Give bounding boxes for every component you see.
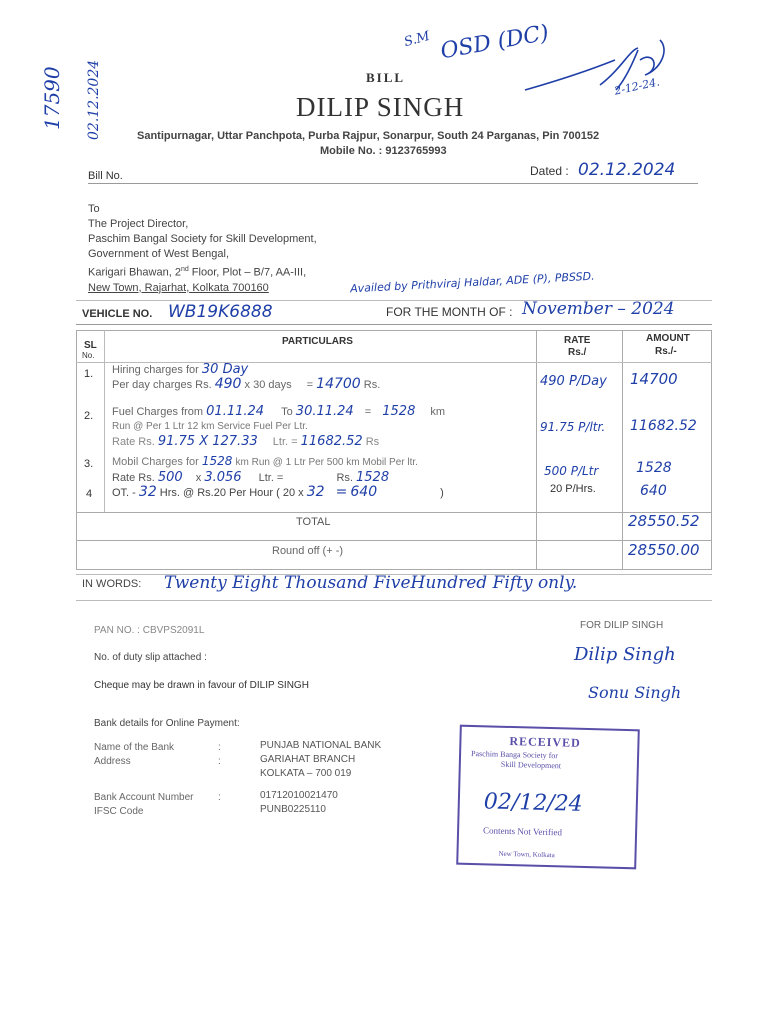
top-signature-text: OSD (DC) bbox=[438, 20, 551, 65]
availed-note: Availed by Prithviraj Haldar, ADE (P), PBSSD. bbox=[349, 269, 595, 296]
pan-line: PAN NO. : CBVPS2091L bbox=[94, 625, 205, 636]
bank-account-value: 01712010021470 bbox=[260, 790, 338, 801]
dated-value: 02.12.2024 bbox=[578, 160, 676, 180]
vehicle-label: VEHICLE NO. bbox=[82, 308, 153, 320]
stamp-bottom: Contents Not Verified bbox=[482, 825, 563, 838]
row1-line-b: Per day charges Rs. 490 x 30 days = 14700 Rs. bbox=[112, 376, 381, 392]
top-signature-date: 2-12-24. bbox=[613, 75, 661, 98]
stamp-line-2: Skill Development bbox=[500, 759, 562, 771]
total-top-rule bbox=[76, 512, 712, 513]
row2-rate: 91.75 P/ltr. bbox=[540, 420, 606, 434]
bank-colon-1: : bbox=[218, 742, 221, 753]
row1-line-a: Hiring charges for 30 Day bbox=[112, 362, 249, 377]
top-signature-scribble bbox=[520, 30, 720, 110]
bank-name-label: Name of the Bank bbox=[94, 742, 175, 753]
to-line-3: Government of West Bengal, bbox=[88, 248, 230, 260]
row4-rate: 20 P/Hrs. bbox=[550, 483, 596, 495]
row1-sl: 1. bbox=[84, 368, 94, 380]
stamp-footer: New Town, Kolkata bbox=[498, 849, 555, 860]
to-line-4: Karigari Bhawan, 2nd Floor, Plot – B/7, AA-III, bbox=[88, 266, 307, 279]
row4-sl: 4 bbox=[86, 488, 93, 500]
cheque-line: Cheque may be drawn in favour of DILIP SINGH bbox=[94, 680, 309, 691]
bank-heading: Bank details for Online Payment: bbox=[94, 718, 240, 729]
total-amount: 28550.52 bbox=[628, 512, 700, 530]
row2-line-a: Fuel Charges from 01.11.24 To 30.11.24 = 1528 km bbox=[112, 404, 446, 419]
margin-note-number: 17590 bbox=[40, 66, 64, 130]
row2-amount: 11682.52 bbox=[630, 418, 697, 434]
to-line-1: The Project Director, bbox=[88, 218, 189, 230]
to-line-0: To bbox=[88, 203, 100, 215]
row2-line-c: Rate Rs. 91.75 X 127.33 Ltr. = 11682.52 Rs bbox=[112, 434, 380, 449]
top-signature-initials: S.M bbox=[402, 28, 432, 51]
stamp-title: RECEIVED bbox=[509, 733, 581, 750]
mobile-number: 9123765993 bbox=[385, 145, 447, 157]
to-line-5: New Town, Rajarhat, Kolkata 700160 bbox=[88, 281, 269, 294]
month-value: November – 2024 bbox=[522, 299, 675, 319]
row2-sl: 2. bbox=[84, 410, 94, 422]
row1-rate: 490 P/Day bbox=[540, 374, 607, 389]
to-line-2: Paschim Bangal Society for Skill Development, bbox=[88, 233, 317, 245]
row3-amount: 1528 bbox=[636, 460, 672, 476]
stamp-date: 02/12/24 bbox=[483, 789, 583, 817]
month-label: FOR THE MONTH OF : bbox=[386, 305, 513, 319]
vehicle-number: WB19K6888 bbox=[168, 302, 273, 322]
in-words-value: Twenty Eight Thousand FiveHundred Fifty only. bbox=[164, 573, 578, 593]
header-amount-unit: Rs./- bbox=[655, 346, 677, 357]
bank-address-1: GARIAHAT BRANCH bbox=[260, 754, 356, 765]
bank-colon-2: : bbox=[218, 756, 221, 767]
dated-label: Dated : bbox=[530, 164, 569, 178]
total-bottom-rule bbox=[76, 540, 712, 541]
header-particulars: PARTICULARS bbox=[282, 336, 353, 347]
col-divider-rate bbox=[536, 330, 537, 570]
for-label: FOR DILIP SINGH bbox=[580, 620, 664, 631]
bank-ifsc-value: PUNB0225110 bbox=[260, 804, 326, 815]
bank-ifsc-label: IFSC Code bbox=[94, 806, 144, 817]
in-words-label: IN WORDS: bbox=[82, 578, 142, 590]
signature-sonu: Sonu Singh bbox=[588, 683, 682, 702]
company-address: Santipurnagar, Uttar Panchpota, Purba Rajpur, Sonarpur, South 24 Parganas, Pin 700152 bbox=[137, 130, 600, 142]
bill-no-label: Bill No. bbox=[88, 170, 123, 182]
row3-line-a: Mobil Charges for 1528 km Run @ 1 Ltr Per 500 km Mobil Per ltr. bbox=[112, 454, 418, 468]
mobile-line bbox=[320, 145, 447, 157]
in-words-bottom-rule bbox=[76, 600, 712, 601]
roundoff-amount: 28550.00 bbox=[628, 541, 700, 559]
received-stamp bbox=[456, 725, 640, 870]
row3-sl: 3. bbox=[84, 458, 94, 470]
duty-slip-line: No. of duty slip attached : bbox=[94, 652, 207, 663]
margin-note bbox=[40, 40, 80, 130]
bank-name-value: PUNJAB NATIONAL BANK bbox=[260, 740, 382, 751]
mobile-label: Mobile No. : bbox=[320, 145, 383, 157]
header-no: No. bbox=[82, 351, 95, 360]
company-name: DILIP SINGH bbox=[296, 92, 465, 122]
row4-amount: 640 bbox=[640, 483, 667, 499]
row3-rate: 500 P/Ltr bbox=[544, 464, 599, 478]
bank-account-label: Bank Account Number bbox=[94, 792, 194, 803]
col-divider-sl bbox=[104, 330, 105, 512]
bank-colon-3: : bbox=[218, 792, 221, 803]
bill-label: BILL bbox=[366, 70, 406, 85]
header-sl: SL bbox=[84, 340, 97, 351]
bank-address-2: KOLKATA – 700 019 bbox=[260, 768, 352, 779]
roundoff-label: Round off (+ -) bbox=[272, 545, 344, 557]
total-label: TOTAL bbox=[296, 516, 331, 528]
margin-note-date: 02.12.2024 bbox=[86, 59, 102, 140]
row1-amount: 14700 bbox=[630, 370, 678, 388]
signature-dilip: Dilip Singh bbox=[574, 644, 676, 665]
row2-line-b: Run @ Per 1 Ltr 12 km Service Fuel Per Ltr. bbox=[112, 421, 308, 432]
to-block bbox=[88, 202, 317, 296]
bank-address-label: Address bbox=[94, 756, 131, 767]
row3-line-b: Rate Rs. 500 x 3.056 Ltr. = Rs. 1528 bbox=[112, 470, 390, 485]
header-rate-unit: Rs./ bbox=[568, 347, 587, 358]
header-rate: RATE bbox=[564, 335, 591, 346]
bill-no-rule bbox=[88, 183, 698, 184]
stamp-line-1: Paschim Banga Society for bbox=[470, 748, 559, 761]
col-divider-amount bbox=[622, 330, 623, 570]
vehicle-row-bottom-rule bbox=[76, 324, 712, 325]
header-amount: AMOUNT bbox=[646, 333, 690, 344]
row4-line: OT. - 32 Hrs. @ Rs.20 Per Hour ( 20 x 32 = 640 ) bbox=[112, 484, 444, 500]
